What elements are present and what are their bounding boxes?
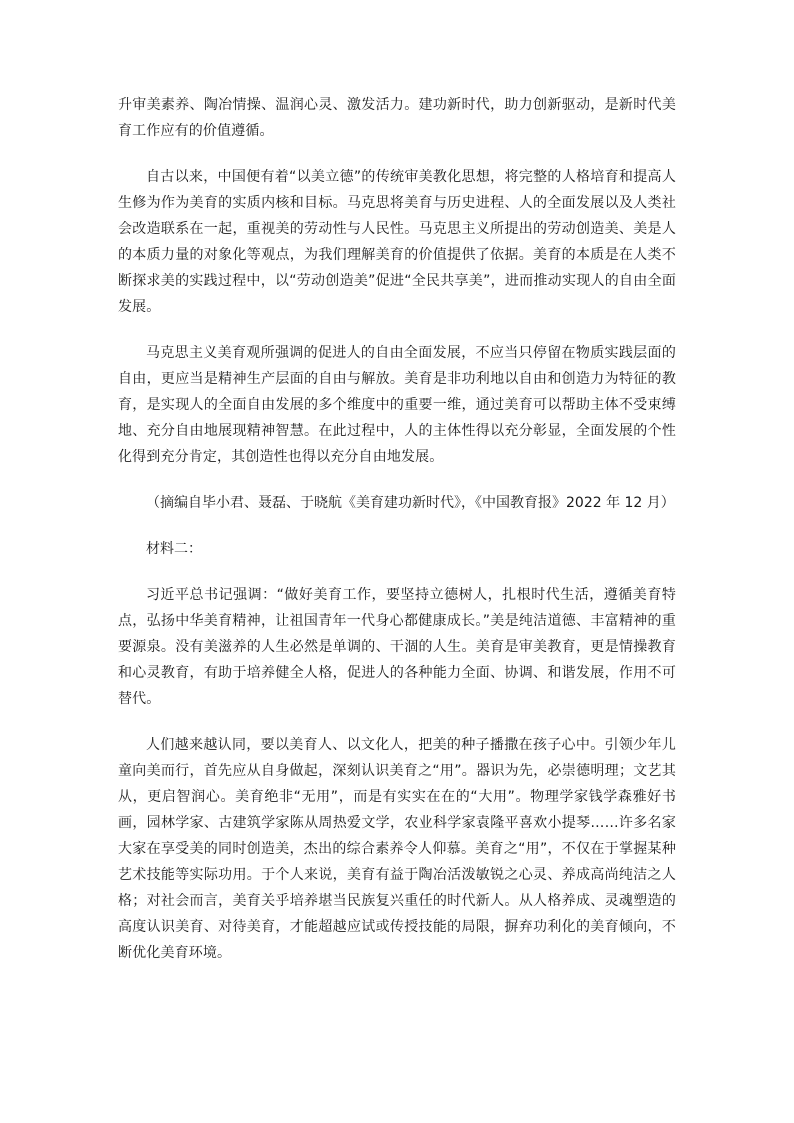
source-citation: （摘编自毕小君、聂磊、于晓航《美育建功新时代》，《中国教育报》2022 年 12 月） <box>146 495 675 511</box>
paragraph-5: 人们越来越认同，要以美育人、以文化人，把美的种子播撒在孩子心中。引领少年儿童向美而行，首先应从自身做起，深刻认识美育之“用”。器识为先，必崇德明理；文艺其从，更启智润心。美育绝非“无用”，而是有实实在在的“大用”。物理学家钱学森雅好书画，园林学家、古建筑学家陈从周热爱文学，农业科学家袁隆平喜欢小提琴……许多名家大家在享受美的同时创造美，杰出的综合素养令人仰慕。美育之“用”，不仅在于掌握某种艺术技能等实际功用。于个人来说，美育有益于陶冶活泼敏锐之心灵、养成高尚纯洁之人格；对社会而言，美育关乎培养堪当民族复兴重任的时代新人。从人格养成、灵魂塑造的高度认识美育、对待美育，才能超越应试或传授技能的局限，摒弃功利化的美育倾向，不断优化美育环境。 <box>118 737 676 961</box>
section-heading: 材料二： <box>146 541 202 557</box>
paragraph-2: 自古以来，中国便有着“以美立德”的传统审美教化思想，将完整的人格培育和提高人生修为作为美育的实质内核和目标。马克思将美育与历史进程、人的全面发展以及人类社会改造联系在一起，重视美的劳动性与人民性。马克思主义所提出的劳动创造美、美是人的本质力量的对象化等观点，为我们理解美育的价值提供了依据。美育的本质是在人类不断探求美的实践过程中，以“劳动创造美”促进“全民共享美”，进而推动实现人的自由全面发展。 <box>118 169 676 315</box>
paragraph-1: 升审美素养、陶冶情操、温润心灵、激发活力。建功新时代，助力创新驱动，是新时代美育工作应有的价值遵循。 <box>118 97 676 139</box>
paragraph-4: 习近平总书记强调：“做好美育工作，要坚持立德树人，扎根时代生活，遵循美育特点，弘扬中华美育精神，让祖国青年一代身心都健康成长。”美是纯洁道德、丰富精神的重要源泉。没有美滋养的人生必然是单调的、干涸的人生。美育是审美教育，更是情操教育和心灵教育，有助于培养健全人格，促进人的各种能力全面、协调、和谐发展，作用不可替代。 <box>118 587 676 707</box>
paragraph-3: 马克思主义美育观所强调的促进人的自由全面发展，不应当只停留在物质实践层面的自由，更应当是精神生产层面的自由与解放。美育是非功利地以自由和创造力为特征的教育，是实现人的全面自由发展的多个维度中的重要一维，通过美育可以帮助主体不受束缚地、充分自由地展现精神智慧。在此过程中，人的主体性得以充分彰显，全面发展的个性化得到充分肯定，其创造性也得以充分自由地发展。 <box>118 345 676 465</box>
